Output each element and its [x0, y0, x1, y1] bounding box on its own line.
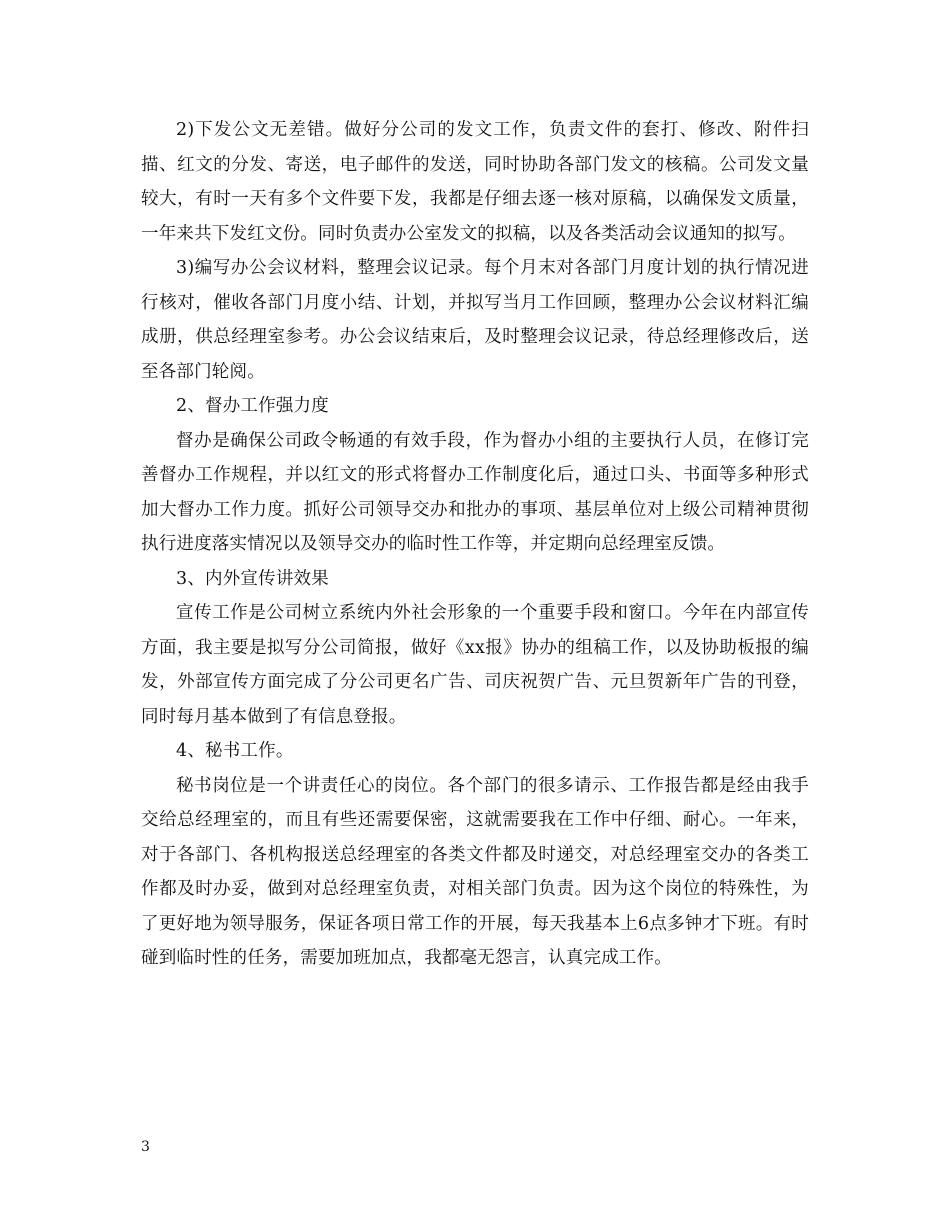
paragraph-supervision: 督办是确保公司政令畅通的有效手段，作为督办小组的主要执行人员，在修订完善督办工作规程，并以红文的形式将督办工作制度化后，通过口头、书面等多种形式加大督办工作力度。抓好公司领导交办和批办的事项、基层单位对上级公司精神贯彻执行进度落实情况以及领导交办的临时性工作等，并定期向总经理室反馈。	[141, 430, 809, 554]
paragraph-meeting-materials: 3)编写办公会议材料，整理会议记录。每个月末对各部门月度计划的执行情况进行核对，催收各部门月度小结、计划，并拟写当月工作回顾，整理办公会议材料汇编成册，供总经理室参考。办公会议结束后，及时整理会议记录，待总经理修改后，送至各部门轮阅。	[141, 258, 809, 382]
document-body	[141, 113, 809, 976]
page-number: 3	[141, 1139, 150, 1155]
paragraph-secretary: 秘书岗位是一个讲责任心的岗位。各个部门的很多请示、工作报告都是经由我手交给总经理室的，而且有些还需要保密，这就需要我在工作中仔细、耐心。一年来，对于各部门、各机构报送总经理室的各类文件都及时递交，对总经理室交办的各类工作都及时办妥，做到对总经理室负责，对相关部门负责。因为这个岗位的特殊性，为了更好地为领导服务，保证各项日常工作的开展，每天我基本上6点多钟才下班。有时碰到临时性的任务，需要加班加点，我都毫无怨言，认真完成工作。	[141, 775, 809, 968]
paragraph-publicity: 宣传工作是公司树立系统内外社会形象的一个重要手段和窗口。今年在内部宣传方面，我主要是拟写分公司简报，做好《xx报》协办的组稿工作，以及协助板报的编发，外部宣传方面完成了分公司更名广告、司庆祝贺广告、元旦贺新年广告的刊登，同时每月基本做到了有信息登报。	[141, 603, 809, 727]
section-heading-supervision: 2、督办工作强力度	[176, 396, 329, 416]
paragraph-issue-documents: 2)下发公文无差错。做好分公司的发文工作，负责文件的套打、修改、附件扫描、红文的分发、寄送，电子邮件的发送，同时协助各部门发文的核稿。公司发文量较大，有时一天有多个文件要下发，我都是仔细去逐一核对原稿，以确保发文质量，一年来共下发红文份。同时负责办公室发文的拟稿，以及各类活动会议通知的拟写。	[141, 120, 809, 244]
section-heading-publicity: 3、内外宣传讲效果	[176, 568, 329, 589]
section-heading-secretary: 4、秘书工作。	[176, 741, 294, 761]
